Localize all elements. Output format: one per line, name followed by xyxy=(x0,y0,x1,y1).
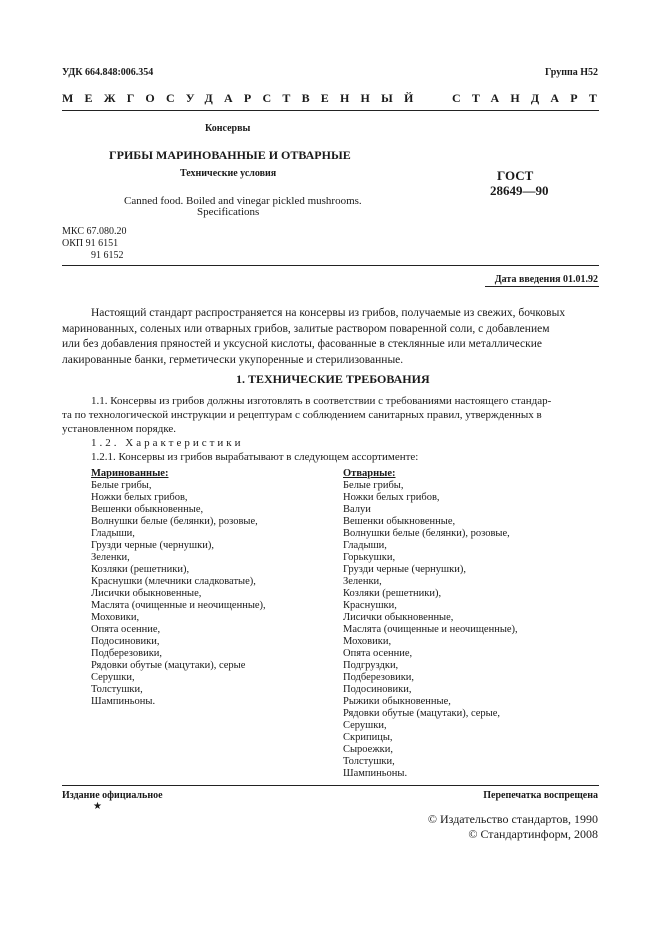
list-item: Рыжики обыкновенные, xyxy=(343,696,451,707)
reprint-notice: Перепечатка воспрещена xyxy=(483,790,598,801)
list-item: Шампиньоны. xyxy=(91,696,156,707)
intro-line: Настоящий стандарт распространяется на консервы из грибов, получаемые из свежих, бочковых xyxy=(91,307,566,319)
okp-code: ОКП 91 6151 xyxy=(62,238,119,249)
list-item: Лисички обыкновенные, xyxy=(343,612,454,623)
list-item: Подгруздки, xyxy=(343,660,399,671)
standard-type-word2: СТАНДАРТ xyxy=(452,91,609,105)
footer-divider xyxy=(62,785,599,786)
list-item: Белые грибы, xyxy=(343,480,404,491)
list-item: Серушки, xyxy=(343,720,387,731)
section-heading: 1. ТЕХНИЧЕСКИЕ ТРЕБОВАНИЯ xyxy=(236,372,430,386)
list-item: Опята осенние, xyxy=(91,624,161,635)
list-item: Маслята (очищенные и неочищенные), xyxy=(343,624,518,635)
list-item: Рядовки обутые (мацутаки), серые, xyxy=(343,708,501,719)
copyright-1: © Издательство стандартов, 1990 xyxy=(427,812,598,826)
boiled-list xyxy=(343,468,518,780)
list-item: Толстушки, xyxy=(343,756,395,767)
page-title: ГРИБЫ МАРИНОВАННЫЕ И ОТВАРНЫЕ xyxy=(109,148,351,162)
marinated-heading: Маринованные: xyxy=(91,468,169,479)
copyright-2: © Стандартинформ, 2008 xyxy=(468,827,598,841)
list-item: Толстушки, xyxy=(91,684,143,695)
list-item: Белые грибы, xyxy=(91,480,152,491)
group-code: Группа Н52 xyxy=(545,67,598,78)
standard-type-word1: МЕЖГОСУДАРСТВЕННЫЙ xyxy=(62,91,425,105)
gost-number: 28649—90 xyxy=(490,183,549,198)
section-1-2: 1.2. Характеристики xyxy=(91,437,244,449)
list-item: Волнушки белые (белянки), розовые, xyxy=(343,528,510,539)
list-item: Грузди черные (чернушки), xyxy=(91,540,214,551)
list-item: Подосиновики, xyxy=(343,684,412,695)
list-item: Подберезовики, xyxy=(91,648,163,659)
boiled-heading: Отварные: xyxy=(343,468,396,479)
paragraph-line: 1.1. Консервы из грибов должны изготовлять в соответствии с требованиями настоящего стандар- xyxy=(91,395,552,407)
list-item: Маслята (очищенные и неочищенные), xyxy=(91,600,266,611)
section-1-2-1: 1.2.1. Консервы из грибов вырабатывают в следующем ассортименте: xyxy=(91,451,419,463)
list-item: Краснушки, xyxy=(343,600,397,611)
star-icon: ★ xyxy=(93,801,102,812)
intro-line: лакированные банки, герметически укупоренные и стерилизованные. xyxy=(62,353,404,366)
list-item: Рядовки обутые (мацутаки), серые xyxy=(91,660,246,671)
list-item: Краснушки (млечники сладковатые), xyxy=(91,576,256,587)
mks-code: МКС 67.080.20 xyxy=(62,226,127,237)
marinated-list xyxy=(91,468,266,708)
english-title-line1: Canned food. Boiled and vinegar pickled mushrooms. xyxy=(124,195,362,207)
intro-line: маринованных, соленых или отварных грибов, залитые раствором поваренной соли, с добавлением xyxy=(62,322,550,335)
list-item: Зеленки, xyxy=(343,576,382,587)
list-item: Козляки (решетники), xyxy=(91,564,190,575)
okp-code-2: 91 6152 xyxy=(91,250,124,261)
list-item: Моховики, xyxy=(91,612,140,623)
udk-code: УДК 664.848:006.354 xyxy=(62,67,154,78)
list-item: Грузди черные (чернушки), xyxy=(343,564,466,575)
list-item: Ножки белых грибов, xyxy=(343,492,440,503)
list-item: Подосиновики, xyxy=(91,636,160,647)
section-1-1 xyxy=(62,394,551,436)
list-item: Волнушки белые (белянки), розовые, xyxy=(91,516,258,527)
paragraph-line: установленном порядке. xyxy=(62,423,177,435)
list-item: Серушки, xyxy=(91,672,135,683)
list-item: Зеленки, xyxy=(91,552,130,563)
list-item: Вешенки обыкновенные, xyxy=(91,504,204,515)
list-item: Вешенки обыкновенные, xyxy=(343,516,456,527)
subtitle: Технические условия xyxy=(180,168,277,179)
english-title-line2: Specifications xyxy=(197,206,260,218)
list-item: Гладыши, xyxy=(343,540,387,551)
intro-date-underline xyxy=(485,286,599,287)
category-title: Консервы xyxy=(205,123,251,134)
list-item: Сыроежки, xyxy=(343,744,393,755)
list-item: Лисички обыкновенные, xyxy=(91,588,202,599)
intro-date: Дата введения 01.01.92 xyxy=(494,274,598,285)
list-item: Скрипицы, xyxy=(343,732,393,743)
header-divider xyxy=(62,110,599,111)
list-item: Валуи xyxy=(343,504,371,515)
list-item: Моховики, xyxy=(343,636,392,647)
list-item: Подберезовики, xyxy=(343,672,415,683)
list-item: Козляки (решетники), xyxy=(343,588,442,599)
paragraph-line: та по технологической инструкции и рецептурам с соблюдением санитарных правил, утвержденных в xyxy=(62,409,542,421)
list-item: Ножки белых грибов, xyxy=(91,492,188,503)
list-item: Горькушки, xyxy=(343,552,396,563)
intro-line: или без добавления пряностей и уксусной кислоты, фасованные в стеклянные или металлические xyxy=(62,338,542,350)
codes-divider xyxy=(62,265,599,266)
list-item: Гладыши, xyxy=(91,528,135,539)
intro-paragraph xyxy=(62,306,565,368)
list-item: Опята осенние, xyxy=(343,648,413,659)
list-item: Шампиньоны. xyxy=(343,768,408,779)
official-edition: Издание официальное xyxy=(62,790,163,801)
gost-label: ГОСТ xyxy=(497,168,534,183)
